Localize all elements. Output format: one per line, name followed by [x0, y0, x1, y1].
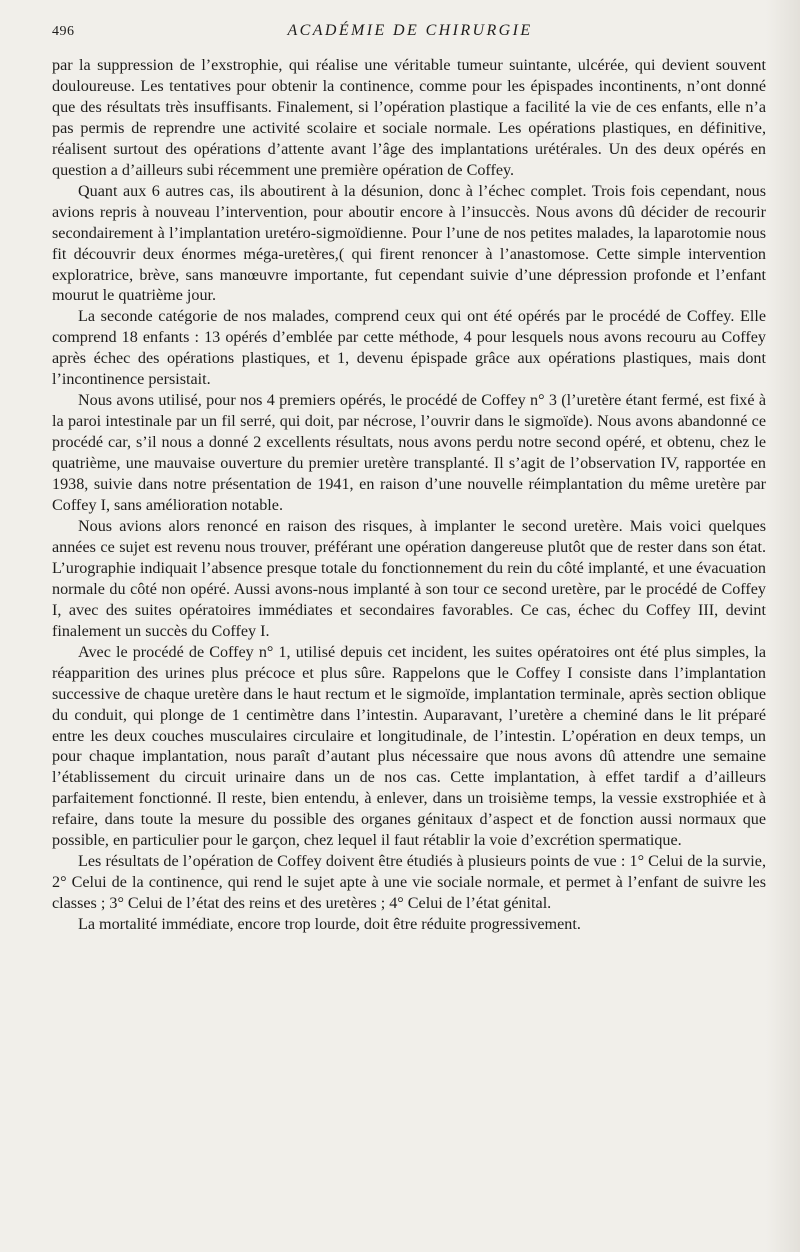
paragraph: La seconde catégorie de nos malades, comprend ceux qui ont été opérés par le procédé de Coffey. Elle comprend 18 enfants : 13 opérés d’emblée par cette méthode, 4 pour lesquels nous avons recouru au Coffey après échec des opérations plastiques, et 1, devenu épispade grâce aux opérations plastiques, mais dont l’incontinence persistait.: [52, 308, 766, 389]
paragraph: par la suppression de l’exstrophie, qui réalise une véritable tumeur suintante, ulcérée, qui devient souvent douloureuse. Les tentatives pour obtenir la continence, comme pour les épispades incontinents, n’ont donné que des résultats très insuffisants. Finalement, si l’opération plastique a facilité la vie de ces enfants, elle n’a pas permis de reprendre une activité scolaire et sociale normale. Les opérations plastiques, en définitive, réalisent surtout des opérations d’attente avant l’âge des implantations urétérales. Un des deux opérés en question a d’ailleurs subi récemment une première opération de Coffey.: [52, 57, 766, 179]
page-edge-shadow: [766, 0, 800, 1252]
paragraph: Nous avons utilisé, pour nos 4 premiers opérés, le procédé de Coffey n° 3 (l’uretère étant fermé, est fixé à la paroi intestinale par un fil serré, qui doit, par nécrose, l’ouvrir dans le sigmoïde). Nous avons abandonné ce procédé car, s’il nous a donné 2 excellents résultats, nous avons perdu notre second opéré, et obtenu, chez le quatrième, une mauvaise ouverture du premier uretère transplanté. Il s’agit de l’observation IV, rapportée en 1938, suivie dans notre présentation de 1941, en raison d’une nouvelle réimplantation du même uretère par Coffey I, sans amélioration notable.: [52, 392, 766, 515]
paragraph: Avec le procédé de Coffey n° 1, utilisé depuis cet incident, les suites opératoires ont été plus simples, la réapparition des urines plus précoce et plus sûre. Rappelons que le Coffey I consiste dans l’implantation successive de chaque uretère dans le haut rectum et le sigmoïde, implantation terminale, après section oblique du conduit, qui plonge de 1 centimètre dans l’intestin. Auparavant, l’uretère a cheminé dans le lit préparé entre les deux couches musculaires circulaire et longitudinale, de l’intestin. L’opération en deux temps, un pour chaque implantation, nous paraît d’autant plus nécessaire que nous avons dû attendre une semaine l’établissement du circuit urinaire dans un de nos cas. Cette implantation, à effet tardif a d’ailleurs parfaitement fonctionné. Il reste, bien entendu, à enlever, dans un troisième temps, la vessie exstrophiée et à refaire, dans toute la mesure du possible des organes génitaux d’aspect et de fonction aussi normaux que possible, en particulier pour le garçon, chez lequel il faut rétablir la voie d’excrétion spermatique.: [52, 643, 766, 850]
running-title: ACADÉMIE DE CHIRURGIE: [287, 22, 533, 39]
page-number: 496: [52, 24, 75, 39]
page-header: [52, 22, 768, 46]
paragraph: Quant aux 6 autres cas, ils aboutirent à la désunion, donc à l’échec complet. Trois fois cependant, nous avions repris à nouveau l’intervention, pour aboutir encore à l’insuccès. Nous avons dû décider de recourir secondairement à l’implantation uretéro-sigmoïdienne. Pour l’une de nos petites malades, la laparotomie nous fit découvrir deux énormes méga-uretères,( qui firent renoncer à l’anastomose. Cette simple intervention exploratrice, brève, sans manœuvre importante, fut cependant suivie d’une dépression profonde et l’enfant mourut le quatrième jour.: [52, 182, 766, 305]
paragraph: Les résultats de l’opération de Coffey doivent être étudiés à plusieurs points de vue : 1° Celui de la survie, 2° Celui de la continence, qui rend le sujet apte à une vie sociale normale, et permet à l’enfant de suivre les classes ; 3° Celui de l’état des reins et des uretères ; 4° Celui de l’état génital.: [52, 853, 766, 913]
body-text: [52, 56, 766, 936]
paragraph: La mortalité immédiate, encore trop lourde, doit être réduite progressivement.: [78, 916, 581, 934]
paragraph: Nous avions alors renoncé en raison des risques, à implanter le second uretère. Mais voici quelques années ce sujet est revenu nous trouver, préférant une opération dangereuse plutôt que de rester dans son état. L’urographie indiquait l’absence presque totale du fonctionnement du rein du côté implanté, et une évacuation normale du côté non opéré. Aussi avons-nous implanté à son tour ce second uretère, par le procédé de Coffey I, avec des suites opératoires immédiates et secondaires favorables. Ce cas, échec du Coffey III, devint finalement un succès du Coffey I.: [52, 517, 766, 640]
